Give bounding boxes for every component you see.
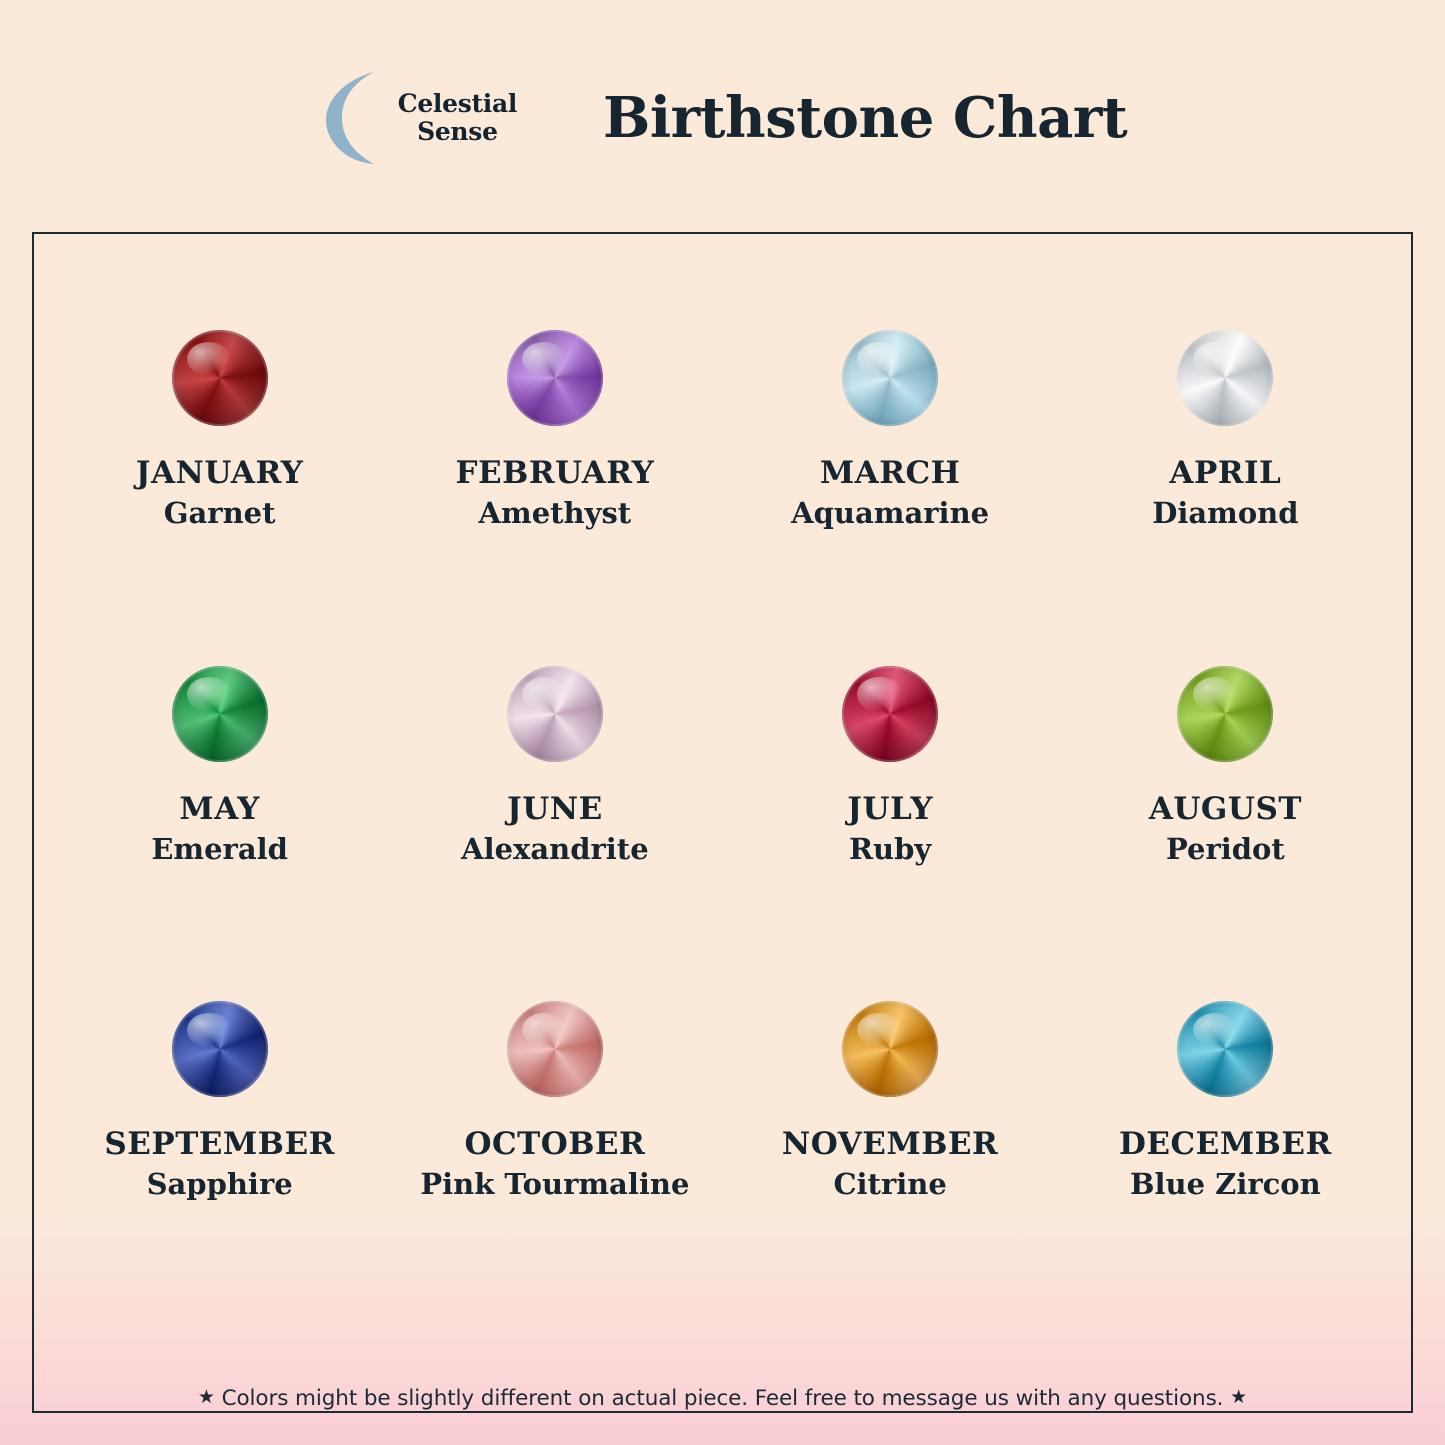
page-title: Birthstone Chart [603,85,1128,151]
peridot-gem [1177,666,1273,762]
stone-label: Sapphire [146,1167,293,1202]
month-label: JANUARY [135,455,304,491]
birthstone-cell [52,630,387,966]
month-label: NOVEMBER [781,1126,999,1163]
month-label: OCTOBER [464,1126,646,1163]
brand-name-line1: Celestial [397,89,518,118]
month-label: APRIL [1169,455,1282,491]
stone-label: Peridot [1165,831,1285,866]
birthstone-cell [387,294,722,630]
month-label: DECEMBER [1119,1126,1332,1163]
birthstone-grid [34,234,1411,1411]
garnet-gem [172,330,268,426]
month-label: SEPTEMBER [104,1126,335,1163]
birthstone-cell [1058,630,1393,966]
birthstone-cell [723,294,1058,630]
amethyst-gem [507,330,603,426]
stone-label: Amethyst [478,496,632,531]
stone-label: Diamond [1152,496,1299,531]
month-label: JUNE [507,790,603,827]
brand-name [398,90,517,146]
star-icon-right: ★ [1230,1386,1248,1408]
emerald-gem [172,666,268,762]
ruby-gem [842,666,938,762]
stone-label: Garnet [163,496,276,531]
month-label: MARCH [819,455,961,491]
month-label: AUGUST [1148,790,1302,827]
footer-note-text: Colors might be slightly different on actual piece. Feel free to message us with any questions. [221,1386,1224,1411]
birthstone-cell [387,965,722,1301]
chart-frame [32,232,1413,1413]
birthstone-cell [52,965,387,1301]
pink-tourmaline-gem [507,1001,603,1097]
birthstone-cell [723,630,1058,966]
brand-logo [318,70,517,166]
diamond-gem [1177,330,1273,426]
crescent-moon-icon [318,70,388,166]
stone-label: Citrine [833,1167,947,1202]
page-header [0,58,1445,178]
footer-disclaimer [0,1386,1445,1411]
citrine-gem [842,1001,938,1097]
sapphire-gem [172,1001,268,1097]
stone-label: Ruby [848,831,932,866]
stone-label: Aquamarine [791,496,990,531]
birthstone-cell [387,630,722,966]
stone-label: Blue Zircon [1130,1167,1321,1202]
month-label: FEBRUARY [455,455,655,491]
alexandrite-gem [507,666,603,762]
stone-label: Alexandrite [461,831,649,866]
blue-zircon-gem [1177,1001,1273,1097]
star-icon-left: ★ [197,1386,215,1408]
stone-label: Pink Tourmaline [420,1167,690,1202]
month-label: JULY [847,790,933,827]
birthstone-cell [723,965,1058,1301]
birthstone-cell [52,294,387,630]
month-label: MAY [179,790,260,827]
stone-label: Emerald [151,831,288,866]
aquamarine-gem [842,330,938,426]
birthstone-cell [1058,965,1393,1301]
birthstone-cell [1058,294,1393,630]
brand-name-line2: Sense [417,117,498,146]
